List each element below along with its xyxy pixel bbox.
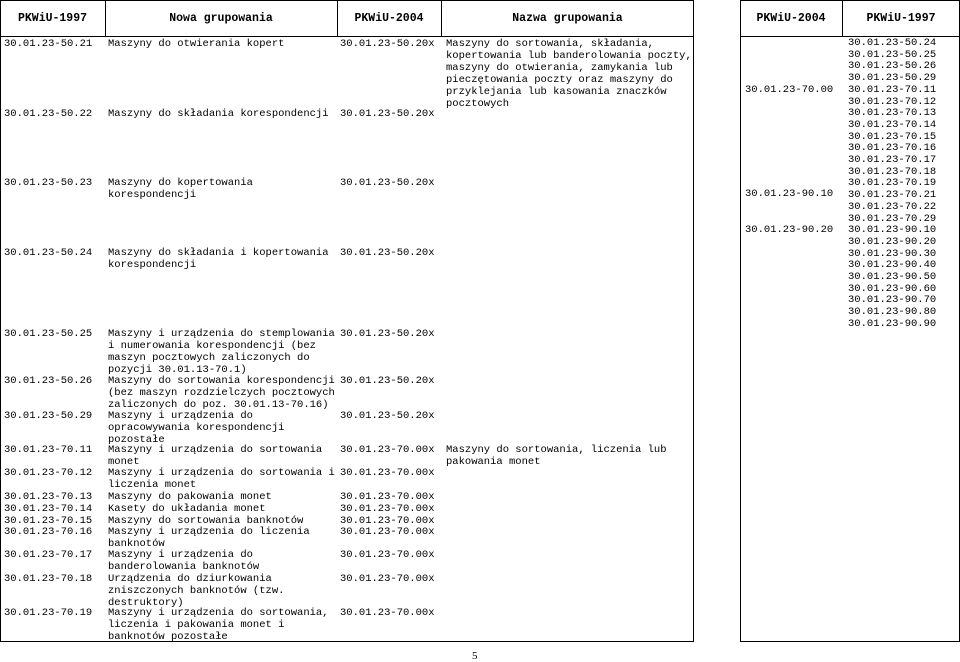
row-name: Maszyny do składania i kopertowania korespondencji [108, 247, 329, 271]
row-code: 30.01.23-70.18 [4, 573, 93, 585]
right-code1997: 30.01.23-90.40 [848, 259, 937, 272]
row-code2004: 30.01.23-70.00x [340, 467, 435, 479]
header-pkwiu2004: PKWiU-2004 [354, 11, 424, 25]
header-pkwiu1997-right: PKWiU-1997 [866, 11, 936, 25]
row-code2004: 30.01.23-70.00x [340, 607, 435, 619]
right-code1997: 30.01.23-50.25 [848, 48, 937, 61]
right-code2004: 30.01.23-70.00 [745, 84, 834, 96]
right-code1997: 30.01.23-70.11 [848, 83, 937, 96]
row-name: Maszyny i urządzenia do sortowania i liczenia monet [108, 467, 335, 491]
row-code2004: 30.01.23-50.20x [340, 375, 435, 387]
row-code: 30.01.23-70.11 [4, 444, 93, 456]
row-name: Maszyny i urządzenia do banderolowania banknotów [108, 549, 260, 573]
row-code: 30.01.23-70.13 [4, 491, 93, 503]
row-name: Maszyny i urządzenia do sortowania monet [108, 444, 323, 468]
row-code: 30.01.23-70.12 [4, 467, 93, 479]
row-code2004: 30.01.23-70.00x [340, 526, 435, 538]
row-code: 30.01.23-50.22 [4, 108, 93, 120]
row-name: Maszyny i urządzenia do liczenia banknotów [108, 526, 310, 550]
row-code: 30.01.23-70.16 [4, 526, 93, 538]
row-code2004: 30.01.23-70.00x [340, 515, 435, 527]
right-code1997: 30.01.23-90.30 [848, 247, 937, 260]
row-name: Maszyny i urządzenia do sortowania, liczenia i pakowania monet i banknotów pozostałe [108, 607, 329, 643]
row-code2004: 30.01.23-50.20x [340, 177, 435, 189]
row-code: 30.01.23-50.25 [4, 328, 93, 340]
row-code2004: 30.01.23-50.20x [340, 38, 435, 50]
row-code2004: 30.01.23-50.20x [340, 328, 435, 340]
right-code1997: 30.01.23-70.21 [848, 189, 937, 202]
right-code1997: 30.01.23-50.24 [848, 37, 937, 49]
row-code: 30.01.23-70.14 [4, 503, 93, 515]
row-code2004: 30.01.23-70.00x [340, 444, 435, 456]
right-code1997: 30.01.23-90.10 [848, 224, 937, 237]
right-code1997: 30.01.23-70.12 [848, 95, 937, 108]
row-name: Maszyny do sortowania korespondencji (bez maszyn rozdzielczych pocztowych zaliczonych do poz. 30.01.13-70.16) [108, 375, 335, 411]
header-nowa-grupowania: Nowa grupowania [169, 11, 273, 25]
right-code1997: 30.01.23-70.18 [848, 165, 937, 178]
row-code2004: 30.01.23-50.20x [340, 247, 435, 259]
group-name: Maszyny do sortowania, składania, kopertowania lub banderolowania poczty, maszyny do otwierania, zamykania lub pieczętowania poczty oraz maszyny do przyklejania lub kasowania znaczków pocztowych [446, 38, 692, 110]
right-code1997: 30.01.23-70.13 [848, 107, 937, 120]
right-code1997: 30.01.23-90.20 [848, 235, 937, 248]
row-code: 30.01.23-70.15 [4, 515, 93, 527]
right-code2004: 30.01.23-90.20 [745, 224, 834, 236]
row-code: 30.01.23-70.19 [4, 607, 93, 619]
main-table-header-divider [0, 36, 694, 37]
row-code2004: 30.01.23-70.00x [340, 549, 435, 561]
row-code2004: 30.01.23-70.00x [340, 573, 435, 585]
right-code1997-list [848, 38, 936, 331]
right-code1997: 30.01.23-50.26 [848, 60, 937, 73]
row-code: 30.01.23-70.17 [4, 549, 93, 561]
right-code1997: 30.01.23-70.19 [848, 177, 937, 190]
row-name: Kasety do układania monet [108, 503, 266, 515]
right-code1997: 30.01.23-70.15 [848, 130, 937, 143]
right-code1997: 30.01.23-90.60 [848, 282, 937, 295]
right-code1997: 30.01.23-70.16 [848, 142, 937, 155]
row-name: Maszyny do składania korespondencji [108, 108, 329, 120]
right-code1997: 30.01.23-50.29 [848, 72, 937, 85]
row-name: Urządzenia do dziurkowania zniszczonych banknotów (tzw. destruktory) [108, 573, 285, 609]
right-code1997: 30.01.23-90.50 [848, 271, 937, 284]
row-code2004: 30.01.23-70.00x [340, 503, 435, 515]
right-code1997: 30.01.23-90.90 [848, 317, 937, 330]
row-code: 30.01.23-50.24 [4, 247, 93, 259]
right-code1997: 30.01.23-70.17 [848, 154, 937, 167]
header-nazwa-grupowania: Nazwa grupowania [512, 11, 623, 25]
header-pkwiu2004-right: PKWiU-2004 [756, 11, 826, 25]
right-code1997: 30.01.23-70.29 [848, 212, 937, 225]
row-code: 30.01.23-50.23 [4, 177, 93, 189]
right-code1997: 30.01.23-70.14 [848, 118, 937, 131]
row-code: 30.01.23-50.21 [4, 38, 93, 50]
row-code: 30.01.23-50.29 [4, 410, 93, 422]
row-name: Maszyny i urządzenia do stemplowania i numerowania korespondencji (bez maszyn pocztowych zaliczonych do pozycji 30.01.13-70.1) [108, 328, 335, 376]
right-code1997: 30.01.23-90.70 [848, 294, 937, 307]
row-code2004: 30.01.23-50.20x [340, 108, 435, 120]
right-code1997: 30.01.23-90.80 [848, 306, 937, 319]
group-name: Maszyny do sortowania, liczenia lub pakowania monet [446, 444, 667, 468]
header-pkwiu1997: PKWiU-1997 [17, 11, 87, 25]
row-name: Maszyny do kopertowania korespondencji [108, 177, 253, 201]
row-name: Maszyny i urządzenia do opracowywania korespondencji pozostałe [108, 410, 285, 446]
row-name: Maszyny do sortowania banknotów [108, 515, 304, 527]
right-code2004: 30.01.23-90.10 [745, 188, 834, 200]
row-code2004: 30.01.23-50.20x [340, 410, 435, 422]
page-number: 5 [472, 650, 478, 662]
right-code1997: 30.01.23-70.22 [848, 200, 937, 213]
row-code2004: 30.01.23-70.00x [340, 491, 435, 503]
row-code: 30.01.23-50.26 [4, 375, 93, 387]
row-name: Maszyny do otwierania kopert [108, 38, 285, 50]
row-name: Maszyny do pakowania monet [108, 491, 272, 503]
